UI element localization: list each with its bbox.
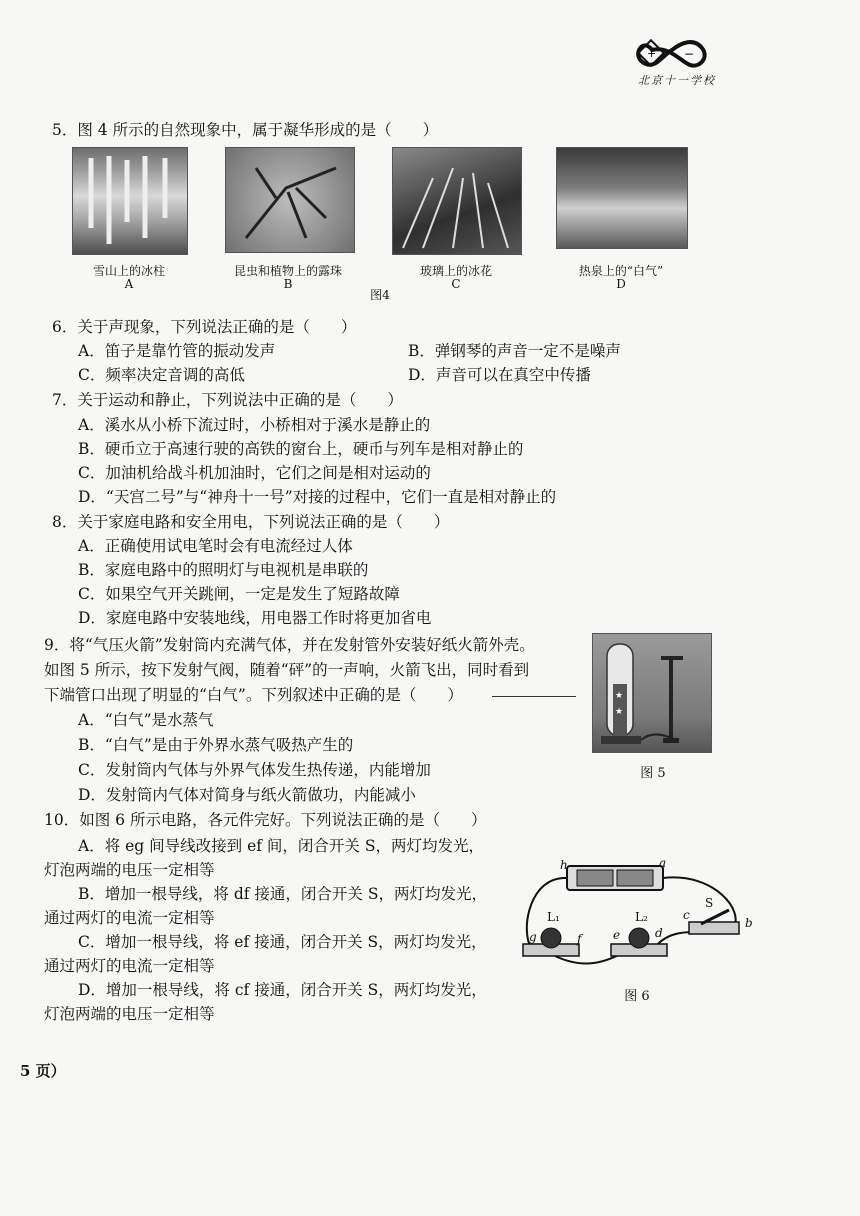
q10-option-c-line2: 通过两灯的电流一定相等 [44,957,215,975]
circuit-label-f: f [577,932,582,946]
q9-option-a: A．“白气”是水蒸气 [78,711,214,729]
q6-option-a: A．笛子是靠竹管的振动发声 [78,342,276,360]
q10-option-a-line2: 灯泡两端的电压一定相等 [44,861,215,879]
circuit-label-l2: L₂ [635,910,648,924]
q10-option-b-line1: B．增加一根导线，将 df 接通，闭合开关 S，两灯均发光， [78,885,487,903]
caption-a: 雪山上的冰柱 [92,264,165,278]
q7-option-c: C．加油机给战斗机加油时，它们之间是相对运动的 [78,464,431,482]
circuit-label-h: h [560,858,568,872]
page-number: 5 页） [20,1062,66,1080]
q9-option-b: B．“白气”是由于外界水蒸气吸热产生的 [78,736,354,754]
q6-option-d: D．声音可以在真空中传播 [408,366,591,384]
q8-option-a: A．正确使用试电笔时会有电流经过人体 [78,537,353,555]
q6-option-b: B．弹钢琴的声音一定不是噪声 [408,342,621,360]
figure-6-circuit [515,852,760,970]
letter-b: B [283,277,293,291]
circuit-label-d: d [655,926,663,940]
q9-line-1: 9．将“气压火箭”发射筒内充满气体，并在发射管外安装好纸火箭外壳。 [44,636,535,654]
figure-5-label: 图 5 [640,766,666,781]
circuit-label-c: c [683,908,690,922]
q10-option-a-line1: A．将 eg 间导线改接到 ef 间，闭合开关 S，两灯均发光， [78,837,484,855]
svg-text:−: − [684,47,695,61]
q10-option-c-line1: C．增加一根导线，将 ef 接通，闭合开关 S，两灯均发光， [78,933,487,951]
circuit-label-g: g [529,930,537,944]
q8-option-d: D．家庭电路中安装地线，用电器工作时将更加省电 [78,609,432,627]
q10-stem: 10．如图 6 所示电路，各元件完好。下列说法正确的是（ ） [44,811,487,829]
q9-line-2: 如图 5 所示，按下发射气阀，随着“砰”的一声响，火箭飞出，同时看到 [44,661,530,679]
q10-option-d-line1: D．增加一根导线，将 cf 接通，闭合开关 S，两灯均发光， [78,981,487,999]
school-logo [632,28,722,94]
circuit-label-b: b [745,916,753,930]
caption-c: 玻璃上的冰花 [419,264,492,278]
svg-text:★: ★ [615,707,624,717]
q8-stem: 8．关于家庭电路和安全用电，下列说法正确的是（ ） [52,513,450,531]
photo-ice-flowers [392,147,522,255]
circuit-label-l1: L₁ [547,910,560,924]
q7-option-b: B．硬币立于高速行驶的高铁的窗台上，硬币与列车是相对静止的 [78,440,524,458]
caption-b: 昆虫和植物上的露珠 [233,264,342,278]
letter-a: A [124,277,134,291]
q6-option-c: C．频率决定音调的高低 [78,366,245,384]
q7-option-d: D．“天宫二号”与“神舟十一号”对接的过程中，它们一直是相对静止的 [78,488,557,506]
q9-leader-line [492,696,576,697]
q6-stem: 6．关于声现象，下列说法正确的是（ ） [52,318,357,336]
figure-4-label: 图4 [370,288,390,302]
photo-dew-insect [225,147,355,253]
letter-d: D [616,277,626,291]
photo-icicles [72,147,188,255]
q5-stem: 5．图 4 所示的自然现象中，属于凝华形成的是（ ） [52,121,439,139]
circuit-label-e: e [613,928,621,942]
figure-6-label: 图 6 [624,989,650,1004]
caption-d: 热泉上的“白气” [578,264,664,278]
q9-option-c: C．发射筒内气体与外界气体发生热传递，内能增加 [78,761,431,779]
logo-text: 北京十一学校 [638,74,716,87]
q7-stem: 7．关于运动和静止，下列说法中正确的是（ ） [52,391,403,409]
svg-text:+: + [647,47,657,60]
photo-hot-spring [556,147,688,249]
circuit-label-s: S [705,896,714,910]
letter-c: C [451,277,461,291]
q7-option-a: A．溪水从小桥下流过时，小桥相对于溪水是静止的 [78,416,431,434]
q10-option-b-line2: 通过两灯的电流一定相等 [44,909,215,927]
q8-option-b: B．家庭电路中的照明灯与电视机是串联的 [78,561,369,579]
q10-option-d-line2: 灯泡两端的电压一定相等 [44,1005,215,1023]
q9-option-d: D．发射筒内气体对简身与纸火箭做功，内能减小 [78,786,416,804]
figure-5-rocket-photo [592,633,712,753]
circuit-label-a: a [659,856,667,870]
svg-text:★: ★ [615,691,624,701]
q9-line-3: 下端管口出现了明显的“白气”。下列叙述中正确的是（ ） [44,686,463,704]
q8-option-c: C．如果空气开关跳闸，一定是发生了短路故障 [78,585,400,603]
